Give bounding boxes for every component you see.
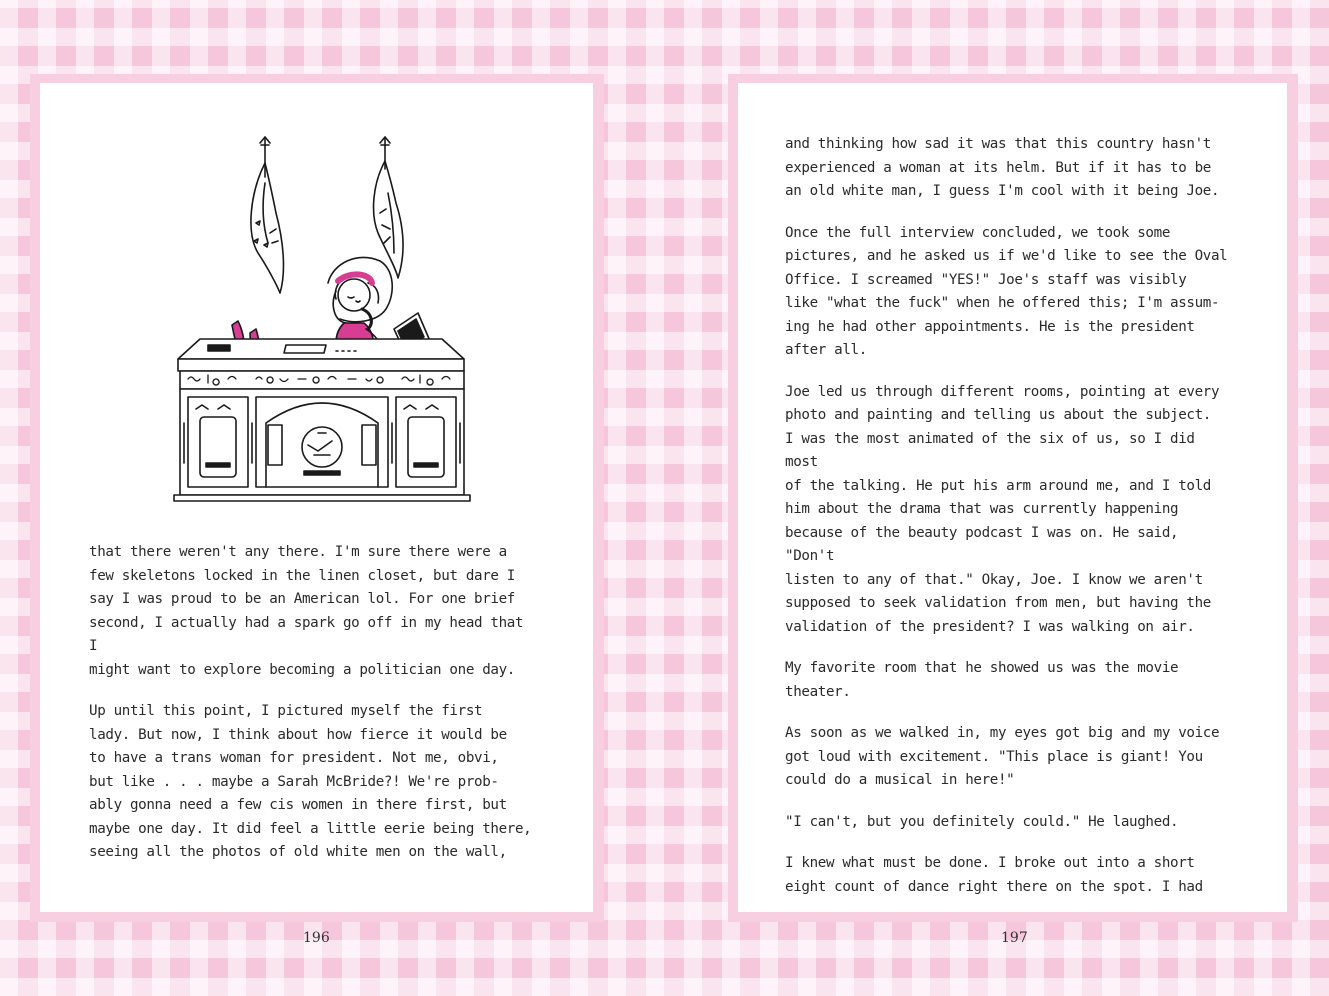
page-number-right: 197 bbox=[1001, 930, 1028, 946]
left-page bbox=[40, 83, 593, 912]
left-page-body bbox=[89, 541, 539, 883]
paragraph: Joe led us through different rooms, pointing at every photo and painting and telling us about the subject. I was the most animated of the six of us, so I did most of the talking. He put his arm around me, and I told him about the drama that was currently happening because of the beauty podcast I was on. He said, "Don't listen to any of that." Okay, Joe. I know we aren't supposed to seek validation from men, but having the validation of the president? I was walking on air. bbox=[785, 383, 1220, 635]
paragraph: As soon as we walked in, my eyes got big and my voice got loud with excitement. "This place is giant! You could do a musical in here!" bbox=[785, 725, 1220, 788]
right-page-body bbox=[785, 133, 1235, 917]
right-flag-icon bbox=[374, 137, 404, 278]
paragraph: Once the full interview concluded, we took some pictures, and he asked us if we'd like to see the Oval Office. I screamed "YES!" Joe's staff was visibly like "what the fuck" when he offered this; I'm assum- ing he had other appointments. He is the president after all. bbox=[785, 224, 1228, 358]
page-number-left: 196 bbox=[303, 930, 330, 946]
left-flag-icon bbox=[251, 137, 284, 293]
paragraph: and thinking how sad it was that this country hasn't experienced a woman at its helm. But if it has to be an old white man, I guess I'm cool with it being Joe. bbox=[785, 136, 1220, 199]
paragraph: "I can't, but you definitely could." He laughed. bbox=[785, 813, 1179, 830]
paragraph: I knew what must be done. I broke out into a short eight count of dance right there on the spot. I had bbox=[785, 855, 1203, 895]
paragraph: that there weren't any there. I'm sure there were a few skeletons locked in the linen closet, but dare I say I was proud to be an American lol. For one brief second, I actually had a spark go off in my head that I might want to explore becoming a politician one day. bbox=[89, 544, 524, 678]
right-page bbox=[738, 83, 1287, 912]
paragraph: My favorite room that he showed us was the movie theater. bbox=[785, 660, 1179, 700]
paragraph: Up until this point, I pictured myself the first lady. But now, I think about how fierce it would be to have a trans woman for president. Not me, obvi, but like . . . maybe a Sarah McBride?! We're prob- ably gonna need a few cis women in there first, but maybe one day. It did feel a little eerie being there, seeing all the photos of old white men on the wall, bbox=[89, 703, 532, 860]
oval-office-desk-illustration bbox=[158, 133, 478, 508]
